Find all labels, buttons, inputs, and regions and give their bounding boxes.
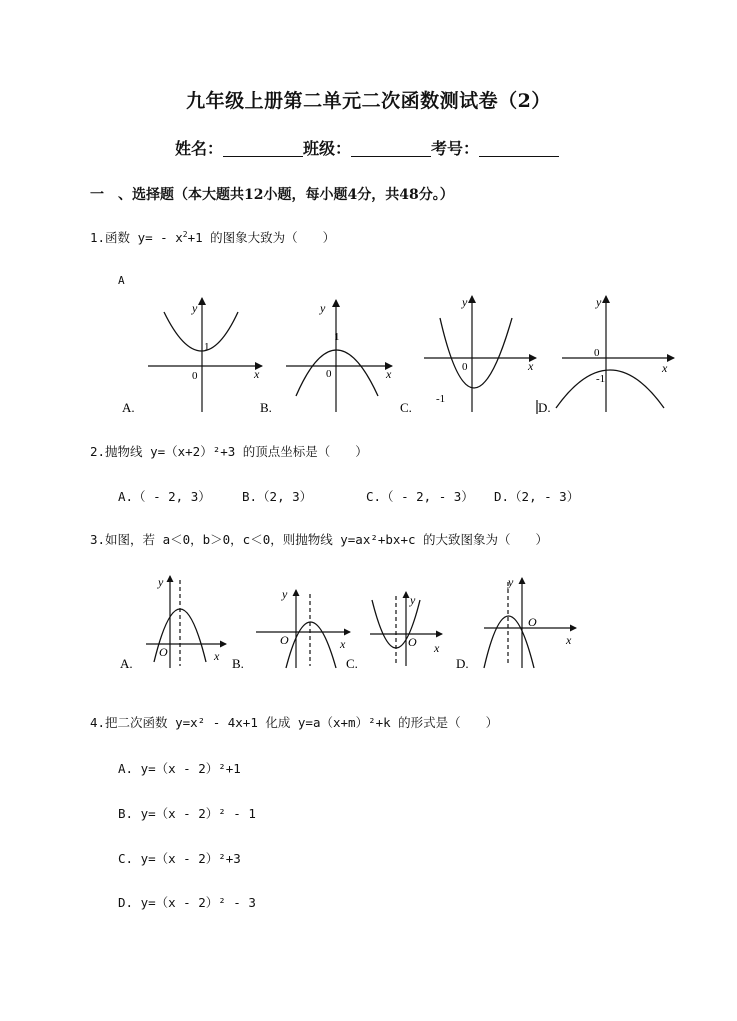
q3-option-c[interactable]: C. <box>346 656 358 671</box>
q1b-x-label: x <box>386 367 392 381</box>
q3b-origin: O <box>280 633 289 647</box>
q3-graph-d[interactable] <box>456 575 576 671</box>
q2-option-c[interactable]: C.（ - 2, - 3） <box>366 489 474 504</box>
exam-no-blank[interactable] <box>479 140 559 157</box>
question-3-graphs <box>110 570 590 674</box>
q1-graph-a[interactable] <box>122 298 262 415</box>
q1b-y-label: y <box>320 301 326 315</box>
question-1-text-b: +1 的图象大致为（ ） <box>187 230 336 245</box>
q1c-origin: 0 <box>462 361 468 373</box>
q1d-y-label: y <box>596 295 602 309</box>
q1d-neg-one: -1 <box>596 373 606 385</box>
question-2: 2.抛物线 y=（x+2）²+3 的顶点坐标是（ ） <box>90 444 368 459</box>
q1b-origin: 0 <box>326 368 332 380</box>
q1c-x-label: x <box>528 359 534 373</box>
class-blank[interactable] <box>351 140 431 157</box>
q1-graph-c[interactable] <box>400 295 536 415</box>
section-header: 一 、选择题（本大题共12小题，每小题4分，共48分。） <box>90 187 454 203</box>
name-label: 姓名： <box>175 139 224 158</box>
q1-option-c[interactable]: C. <box>400 400 412 415</box>
q3b-y-label: y <box>282 587 288 601</box>
q4-option-b[interactable]: B. y=（x - 2）² - 1 <box>118 806 256 821</box>
q1a-one: 1 <box>204 341 210 353</box>
question-1-header-label: A <box>118 274 125 287</box>
q3-option-a[interactable]: A. <box>120 656 133 671</box>
q1c-y-label: y <box>462 295 468 309</box>
q1d-x-label: x <box>662 361 668 375</box>
q3c-y-label: y <box>410 593 416 607</box>
q3a-origin: O <box>159 645 168 659</box>
q1-option-d[interactable]: D. <box>538 400 551 415</box>
q3a-y-label: y <box>158 575 164 589</box>
q3d-origin: O <box>528 615 537 629</box>
question-1-text-a: 1.函数 y= - x <box>90 230 183 245</box>
q3a-x-label: x <box>214 649 220 663</box>
q2-option-d[interactable]: D.（2, - 3） <box>494 489 580 504</box>
q1c-neg-one: -1 <box>436 393 446 405</box>
q3d-x-label: x <box>566 633 572 647</box>
q3c-x-label: x <box>434 641 440 655</box>
q2-option-b[interactable]: B.（2, 3） <box>242 489 313 504</box>
q3-graph-b[interactable] <box>232 587 350 671</box>
question-1-exponent: 2 <box>182 229 188 239</box>
q2-option-a[interactable]: A.（ - 2, 3） <box>118 489 211 504</box>
q1a-origin: 0 <box>192 370 198 382</box>
q1-option-a[interactable]: A. <box>122 400 135 415</box>
exam-no-label: 考号： <box>431 139 480 158</box>
question-3: 3.如图，若 a＜0，b＞0，c＜0，则抛物线 y=ax²+bx+c 的大致图象为（ ） <box>90 532 549 547</box>
page-title: 九年级上册第二单元二次函数测试卷（2） <box>186 90 551 112</box>
question-4: 4.把二次函数 y=x² - 4x+1 化成 y=a（x+m）²+k 的形式是（ ） <box>90 715 499 730</box>
q4-option-d[interactable]: D. y=（x - 2）² - 3 <box>118 895 256 910</box>
q1-graph-d[interactable] <box>537 295 674 415</box>
q1d-origin: 0 <box>594 347 600 359</box>
q3-graph-c[interactable] <box>346 592 442 671</box>
question-1 <box>90 228 335 246</box>
q1-option-b[interactable]: B. <box>260 400 272 415</box>
q4-option-c[interactable]: C. y=（x - 2）²+3 <box>118 851 241 866</box>
q3-graph-a[interactable] <box>120 575 226 671</box>
name-blank[interactable] <box>223 140 303 157</box>
q3-option-b[interactable]: B. <box>232 656 244 671</box>
student-info-line <box>175 136 559 159</box>
q4-option-a[interactable]: A. y=（x - 2）²+1 <box>118 761 241 776</box>
q1a-x-label: x <box>254 367 260 381</box>
q1a-y-label: y <box>192 301 198 315</box>
q1b-one: 1 <box>334 331 340 343</box>
class-label: 班级： <box>303 139 352 158</box>
q3b-x-label: x <box>340 637 346 651</box>
q3c-origin: O <box>408 635 417 649</box>
q3d-y-label: y <box>508 575 514 589</box>
question-1-graphs <box>110 290 710 420</box>
q3-option-d[interactable]: D. <box>456 656 469 671</box>
q1-graph-b[interactable] <box>260 300 392 415</box>
